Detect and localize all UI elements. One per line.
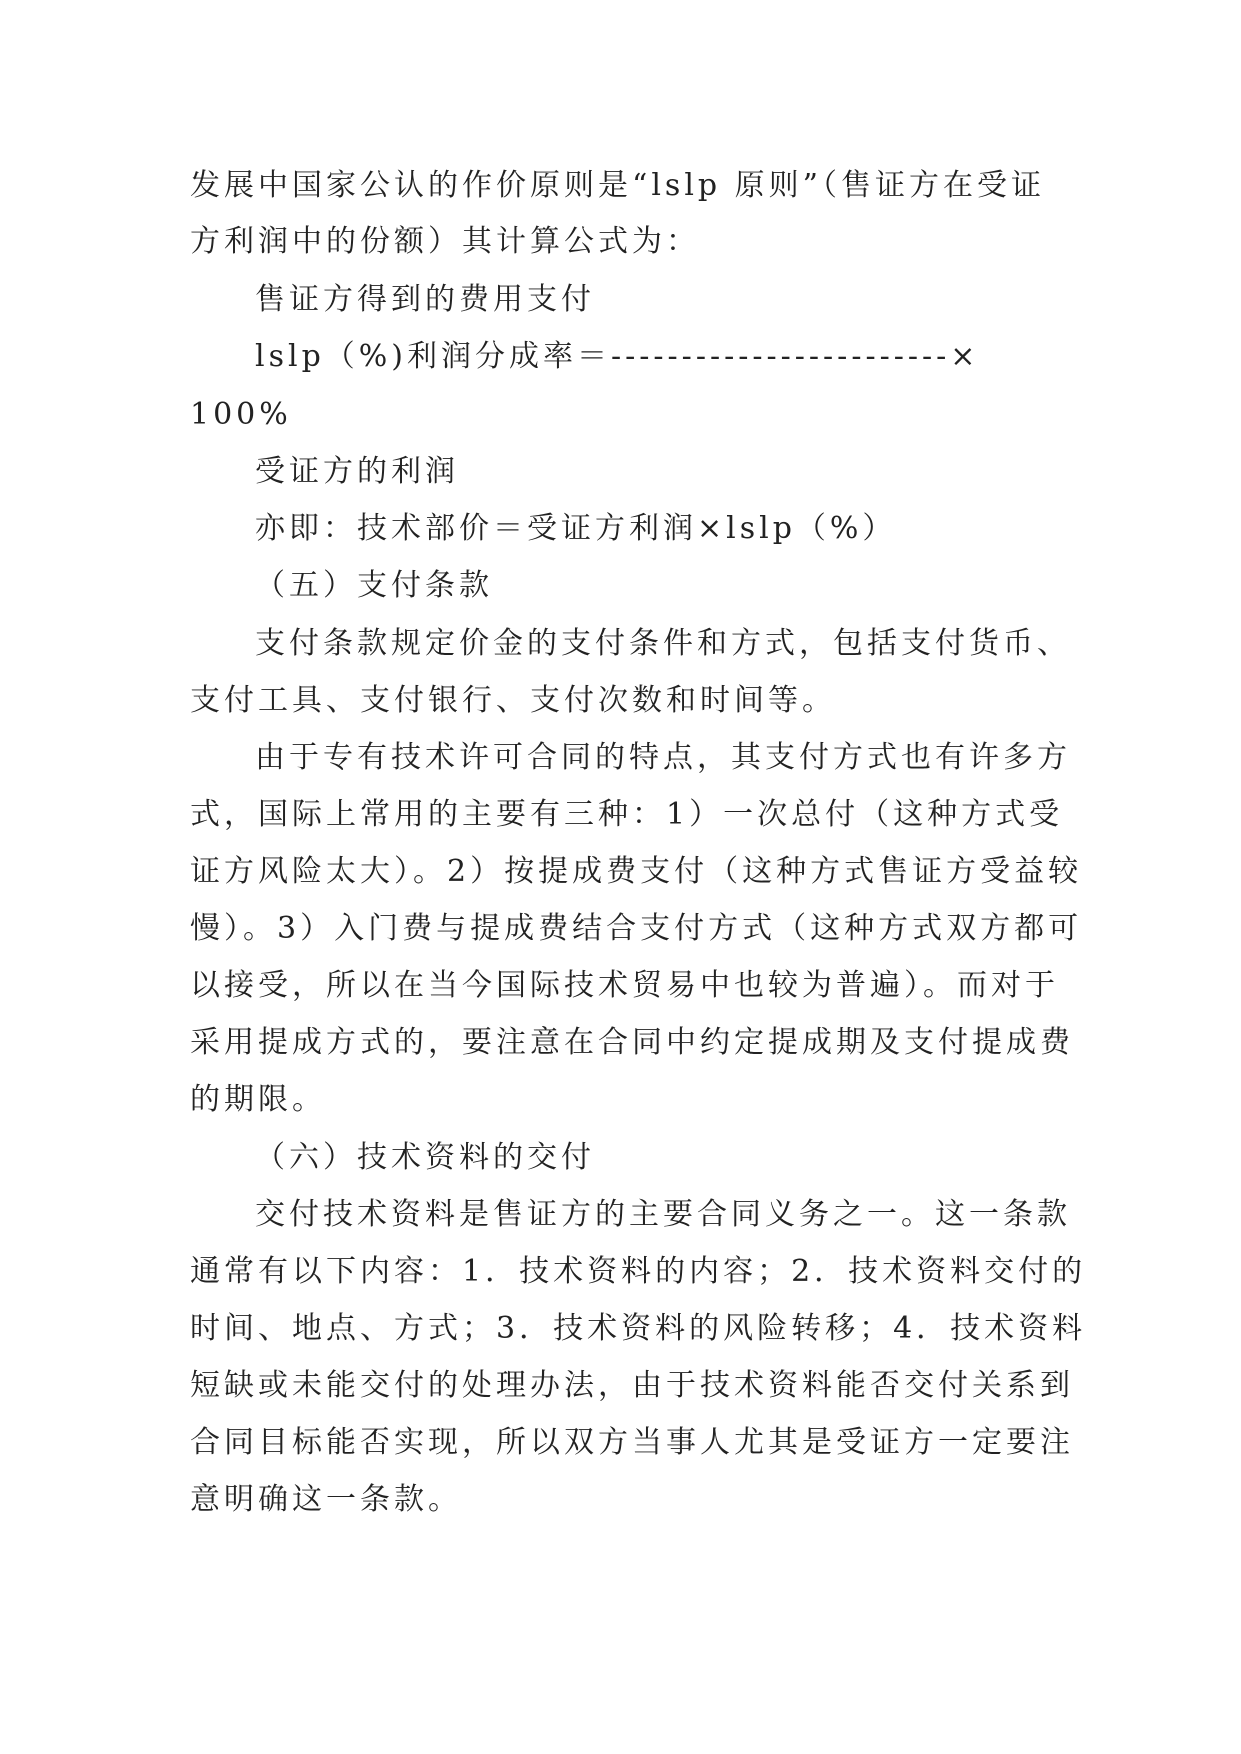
paragraph-line-21: 时间、地点、方式；3．技术资料的风险转移；4．技术资料: [190, 1311, 1087, 1346]
paragraph-line-11: 由于专有技术许可合同的特点，其支付方式也有许多方: [255, 740, 1071, 775]
paragraph-line-13: 证方风险太大）。2）按提成费支付（这种方式售证方受益较: [190, 854, 1083, 889]
paragraph-line-23: 合同目标能否实现，所以双方当事人尤其是受证方一定要注: [190, 1425, 1074, 1460]
paragraph-line-2: 方利润中的份额）其计算公式为：: [190, 224, 700, 259]
formula-line: lslp（%)利润分成率＝------------------------×: [255, 339, 980, 374]
paragraph-line-10: 支付工具、支付银行、支付次数和时间等。: [190, 683, 836, 718]
paragraph-line-19: 交付技术资料是售证方的主要合同义务之一。这一条款: [255, 1197, 1071, 1232]
paragraph-line-1: 发展中国家公认的作价原则是“lslp 原则”（售证方在受证: [190, 168, 1045, 203]
paragraph-line-15: 以接受，所以在当今国际技术贸易中也较为普遍）。而对于: [190, 968, 1059, 1003]
formula-denominator: 受证方的利润: [255, 454, 459, 489]
paragraph-line-24: 意明确这一条款。: [190, 1482, 462, 1517]
paragraph-line-16: 采用提成方式的，要注意在合同中约定提成期及支付提成费: [190, 1025, 1074, 1060]
paragraph-line-14: 慢）。3）入门费与提成费结合支付方式（这种方式双方都可: [190, 911, 1083, 946]
paragraph-line-22: 短缺或未能交付的处理办法，由于技术资料能否交付关系到: [190, 1368, 1074, 1403]
paragraph-line-12: 式，国际上常用的主要有三种：1）一次总付（这种方式受: [190, 797, 1064, 832]
formula-numerator: 售证方得到的费用支付: [255, 282, 595, 317]
formula-percent: 100%: [190, 397, 292, 432]
paragraph-line-9: 支付条款规定价金的支付条件和方式，包括支付货币、: [255, 626, 1071, 661]
section-heading-payment: （五）支付条款: [255, 568, 493, 603]
section-heading-materials: （六）技术资料的交付: [255, 1140, 595, 1175]
paragraph-line-20: 通常有以下内容：1．技术资料的内容；2．技术资料交付的: [190, 1254, 1087, 1289]
paragraph-line-17: 的期限。: [190, 1082, 326, 1117]
formula-equivalent: 亦即：技术部价＝受证方利润×lslp（%）: [255, 511, 897, 546]
